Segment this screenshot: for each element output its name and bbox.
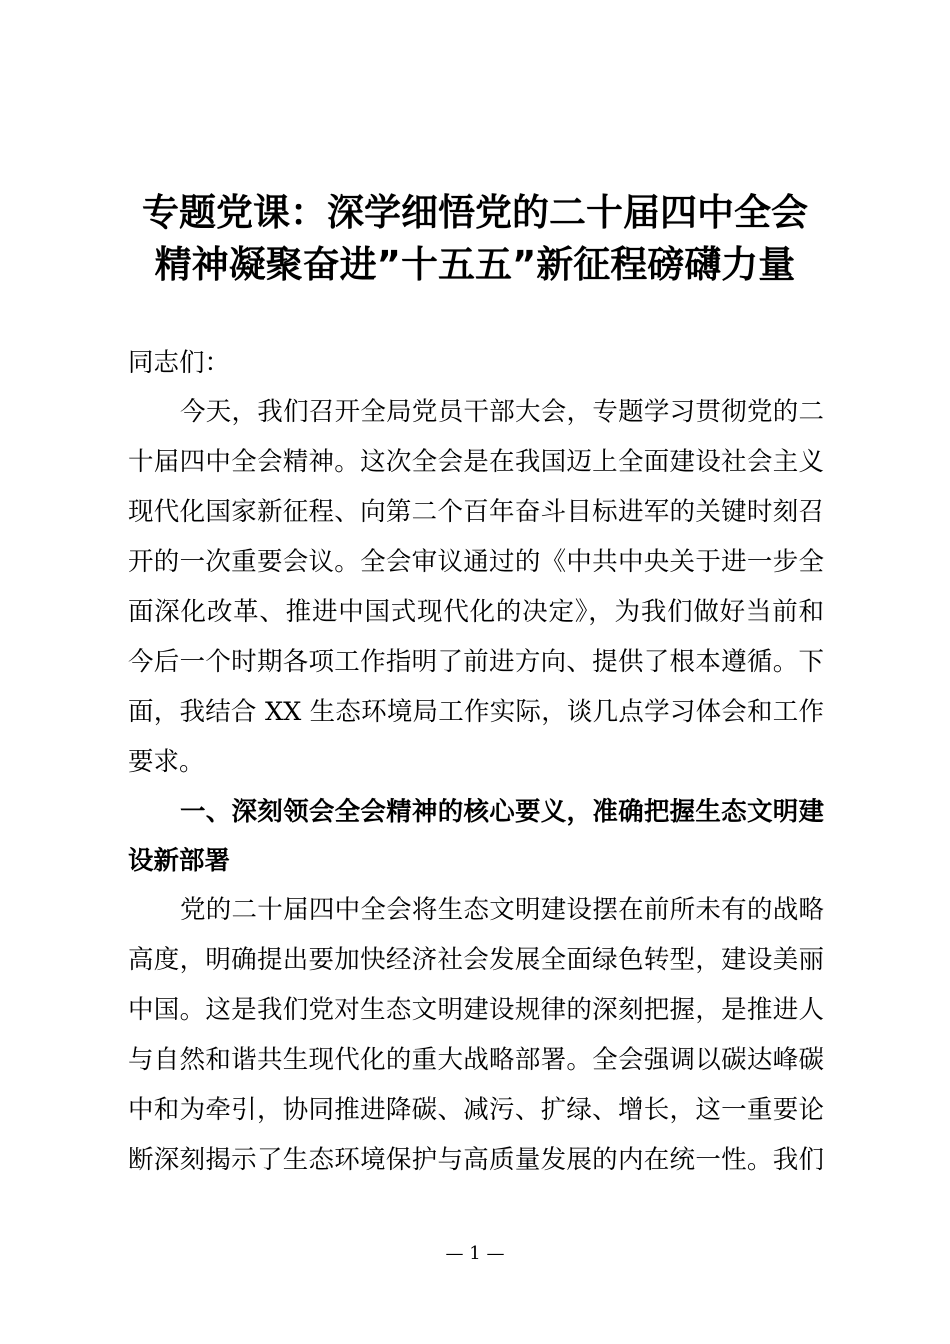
text-line: 高度，明确提出要加快经济社会发展全面绿色转型，建设美丽 [128, 945, 824, 975]
heading-line: 一、深刻领会全会精神的核心要义，准确把握生态文明建 [180, 797, 824, 827]
text-line: 中和为牵引，协同推进降碳、减污、扩绿、增长，这一重要论 [128, 1095, 824, 1125]
text-line: 要求。 [128, 747, 205, 777]
document-title-line-1: 专题党课：深学细悟党的二十届四中全会 [142, 191, 808, 234]
text-line: 面深化改革、推进中国式现代化的决定》，为我们做好当前和 [128, 597, 824, 627]
text-line: 今后一个时期各项工作指明了前进方向、提供了根本遵循。下 [128, 647, 824, 677]
document-title-line-2: 精神凝聚奋进”十五五”新征程磅礴力量 [154, 243, 796, 286]
text-line: 中国。这是我们党对生态文明建设规律的深刻把握，是推进人 [128, 995, 824, 1025]
text-line: 十届四中全会精神。这次全会是在我国迈上全面建设社会主义 [128, 447, 824, 477]
text-line: 今天，我们召开全局党员干部大会，专题学习贯彻党的二 [180, 397, 824, 427]
text-line: 断深刻揭示了生态环境保护与高质量发展的内在统一性。我们 [128, 1145, 824, 1175]
text-line: 现代化国家新征程、向第二个百年奋斗目标进军的关键时刻召 [128, 497, 824, 527]
text-line: 党的二十届四中全会将生态文明建设摆在前所未有的战略 [180, 895, 824, 925]
salutation: 同志们： [128, 348, 231, 378]
text-line: 与自然和谐共生现代化的重大战略部署。全会强调以碳达峰碳 [128, 1045, 824, 1075]
page-number: — 1 — [445, 1243, 505, 1264]
text-line: 面，我结合 XX 生态环境局工作实际，谈几点学习体会和工作 [128, 697, 824, 727]
heading-line: 设新部署 [128, 846, 231, 876]
text-line: 开的一次重要会议。全会审议通过的《中共中央关于进一步全 [128, 547, 824, 577]
